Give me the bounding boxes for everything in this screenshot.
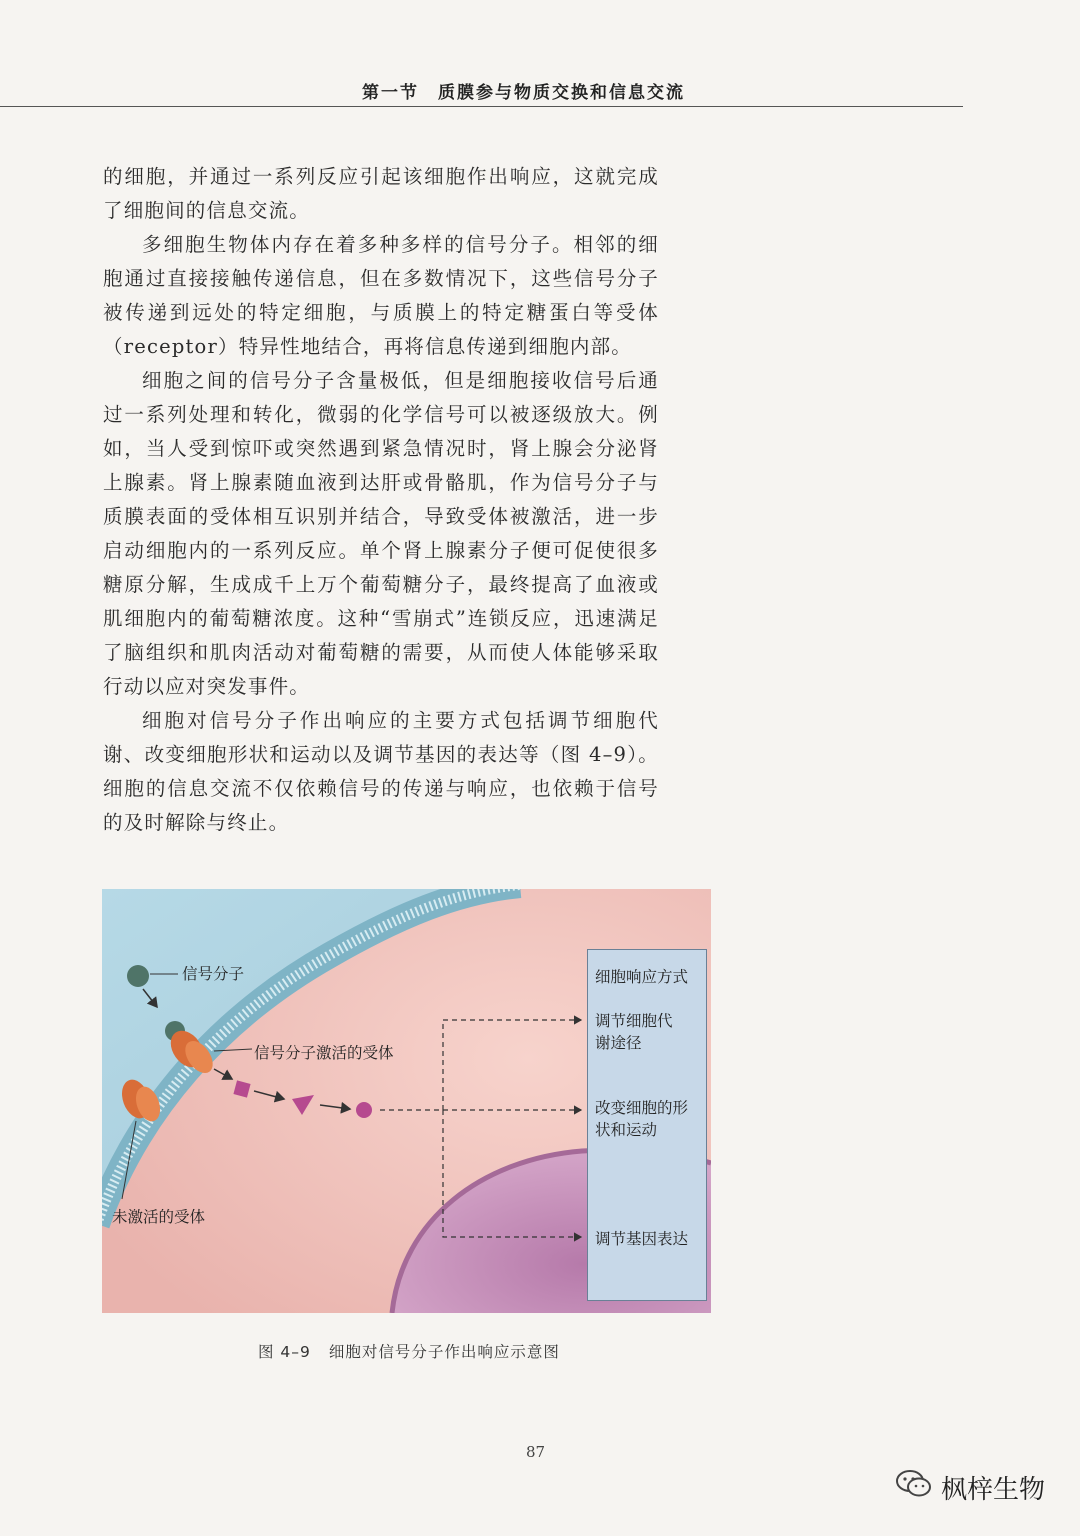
paragraph-2: 多细胞生物体内存在着多种多样的信号分子。相邻的细胞通过直接接触传递信息，但在多数情况下，这些信号分子被传递到远处的特定细胞，与质膜上的特定糖蛋白等受体（receptor）特异性地结合，再将信息传递到细胞内部。 <box>103 233 659 358</box>
caption-text: 细胞对信号分子作出响应示意图 <box>328 1343 560 1361</box>
relay-molecule-circle-icon <box>356 1102 372 1118</box>
label-activated-receptor: 信号分子激活的受体 <box>254 1044 394 1062</box>
section-title: 第一节 质膜参与物质交换和信息交流 <box>362 83 685 103</box>
response-panel-title: 细胞响应方式 <box>595 968 689 986</box>
watermark <box>895 1468 1045 1507</box>
label-inactive-receptor: 未激活的受体 <box>112 1208 206 1226</box>
watermark-text: 枫梓生物 <box>941 1475 1046 1505</box>
paragraph-4: 细胞对信号分子作出响应的主要方式包括调节细胞代谢、改变细胞形状和运动以及调节基因的表达等（图 4–9）。细胞的信息交流不仅依赖信号的传递与响应，也依赖于信号的及时解除与终止。 <box>103 709 659 834</box>
wechat-icon <box>895 1468 933 1507</box>
response-metabolism: 调节细胞代谢途径 <box>595 1012 673 1052</box>
caption-number: 图 4–9 <box>258 1343 311 1361</box>
paragraph-3: 细胞之间的信号分子含量极低，但是细胞接收信号后通过一系列处理和转化，微弱的化学信号可以被逐级放大。例如，当人受到惊吓或突然遇到紧急情况时，肾上腺会分泌肾上腺素。肾上腺素随血液到达肝或骨骼肌，作为信号分子与质膜表面的受体相互识别并结合，导致受体被激活，进一步启动细胞内的一系列反应。单个肾上腺素分子便可促使很多糖原分解，生成成千上万个葡萄糖分子，最终提高了血液或肌细胞内的葡萄糖浓度。这种“雪崩式”连锁反应，迅速满足了脑组织和肌肉活动对葡萄糖的需要，从而使人体能够采取行动以应对突发事件。 <box>103 369 659 698</box>
response-shape-motility: 改变细胞的形状和运动 <box>595 1099 689 1139</box>
body-text <box>103 160 659 840</box>
response-gene-expression: 调节基因表达 <box>595 1230 689 1248</box>
figure-4-9 <box>102 889 711 1313</box>
page-number: 87 <box>526 1443 546 1461</box>
label-signal-molecule: 信号分子 <box>182 965 245 983</box>
header-rule <box>0 106 963 107</box>
figure-caption <box>258 1340 560 1362</box>
signal-molecule-icon <box>127 965 149 987</box>
response-panel <box>587 949 707 1301</box>
paragraph-1: 的细胞，并通过一系列反应引起该细胞作出响应，这就完成了细胞间的信息交流。 <box>103 165 659 222</box>
page-header <box>0 0 1080 112</box>
